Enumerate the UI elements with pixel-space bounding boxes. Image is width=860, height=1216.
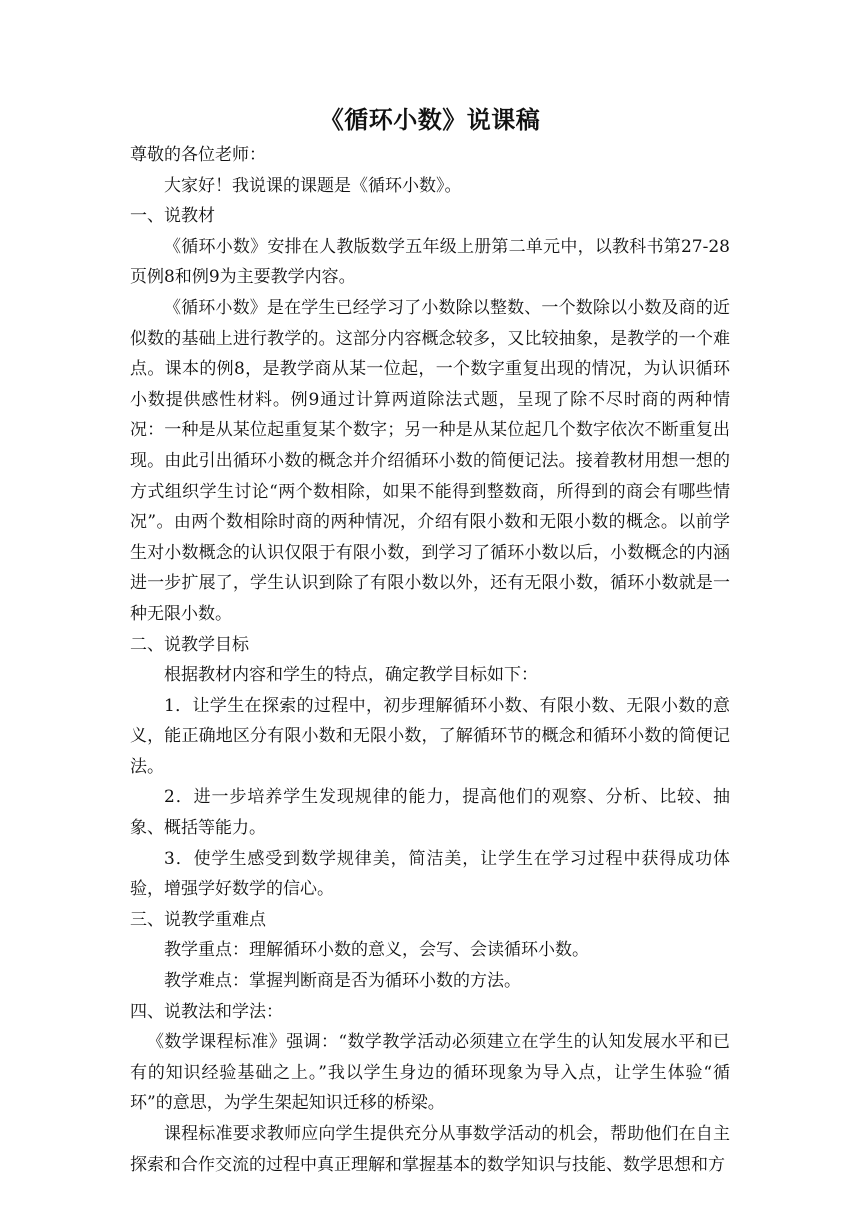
paragraph-textbook-analysis: 《循环小数》是在学生已经学习了小数除以整数、一个数除以小数及商的近似数的基础上进行教学的。这部分内容概念较多，又比较抽象，是教学的一个难点。课本的例8，是教学商从某一位起，一个数字重复出现的情况，为认识循环小数提供感性材料。例9通过计算两道除法式题，呈现了除不尽时商的两种情况：一种是从某位起重复某个数字；另一种是从某位起几个数字依次不断重复出现。由此引出循环小数的概念并介绍循环小数的简便记法。接着教材用想一想的方式组织学生讨论“两个数相除，如果不能得到整数商，所得到的商会有哪些情况”。由两个数相除时商的两种情况，介绍有限小数和无限小数的概念。以前学生对小数概念的认识仅限于有限小数，到学习了循环小数以后，小数概念的内涵进一步扩展了，学生认识到除了有限小数以外，还有无限小数，循环小数就是一种无限小数。 bbox=[130, 297, 730, 624]
paragraph-goals-intro: 根据教材内容和学生的特点，确定教学目标如下： bbox=[164, 665, 538, 686]
section-heading-1: 一、说教材 bbox=[130, 206, 215, 227]
goal-item-1: 1．让学生在探索的过程中，初步理解循环小数、有限小数、无限小数的意义，能正确地区分有限小数和无限小数，了解循环节的概念和循环小数的简便记法。 bbox=[130, 695, 730, 777]
difficult-point: 教学难点：掌握判断商是否为循环小数的方法。 bbox=[164, 971, 521, 992]
greeting: 尊敬的各位老师： bbox=[130, 145, 266, 165]
goal-item-2: 2．进一步培养学生发现规律的能力，提高他们的观察、分析、比较、抽象、概括等能力。 bbox=[130, 787, 730, 839]
document-page bbox=[130, 102, 730, 1180]
document-title: 《循环小数》说课稿 bbox=[319, 105, 541, 134]
goal-item-3: 3．使学生感受到数学规律美，简洁美，让学生在学习过程中获得成功体验，增强学好数学的信心。 bbox=[130, 848, 730, 900]
paragraph-textbook-scope: 《循环小数》安排在人教版数学五年级上册第二单元中，以教科书第27-28页例8和例9为主要教学内容。 bbox=[130, 236, 730, 288]
section-heading-4: 四、说教法和学法： bbox=[130, 1001, 283, 1022]
paragraph-curriculum-standard: 《数学课程标准》强调：“数学教学活动必须建立在学生的认知发展水平和已有的知识经验基础之上。”我以学生身边的循环现象为导入点，让学生体验“循环”的意思，为学生架起知识迁移的桥梁。 bbox=[130, 1032, 730, 1114]
intro-paragraph: 大家好！我说课的课题是《循环小数》。 bbox=[164, 175, 462, 196]
key-point: 教学重点：理解循环小数的意义，会写、会读循环小数。 bbox=[164, 940, 589, 961]
section-heading-3: 三、说教学重难点 bbox=[130, 909, 266, 930]
paragraph-teaching-method: 课程标准要求教师应向学生提供充分从事数学活动的机会，帮助他们在自主探索和合作交流的过程中真正理解和掌握基本的数学知识与技能、数学思想和方 bbox=[130, 1124, 730, 1175]
section-heading-2: 二、说教学目标 bbox=[130, 634, 249, 655]
